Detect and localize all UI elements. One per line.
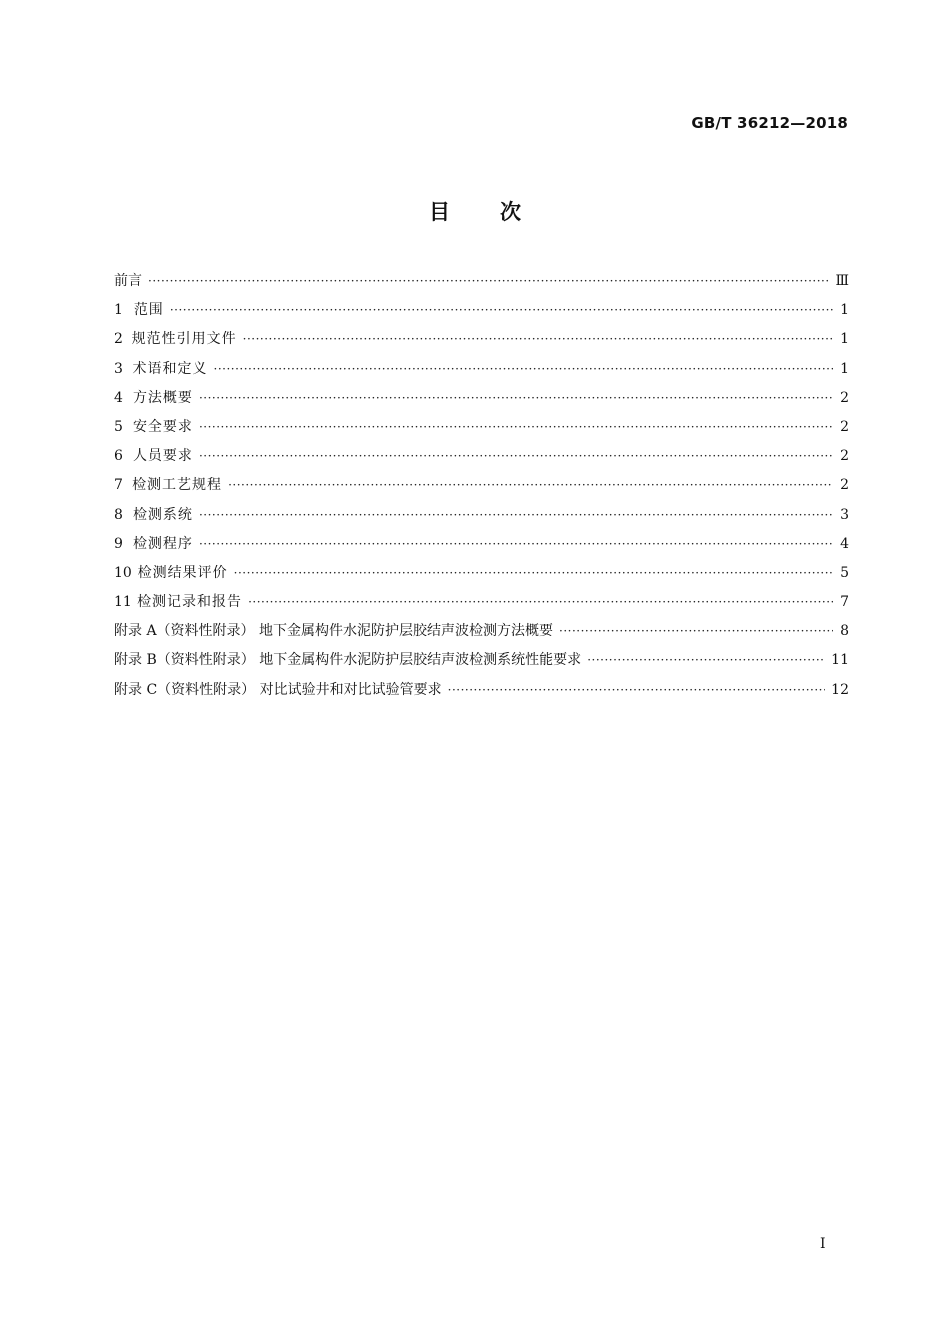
toc-entry-page: 3 <box>840 506 849 523</box>
toc-entry-10[interactable] <box>114 562 849 591</box>
toc-entry-appendix-c[interactable] <box>114 679 849 708</box>
standard-number: GB/T 36212—2018 <box>691 114 848 132</box>
toc-entry-number: 11 <box>114 594 132 611</box>
toc-entry-page: 2 <box>840 418 849 435</box>
toc-leader <box>448 683 826 697</box>
toc-entry-label: 附录 B（资料性附录） 地下金属构件水泥防护层胶结声波检测系统性能要求 <box>114 652 582 669</box>
toc-entry-label: 规范性引用文件 <box>131 331 237 348</box>
toc-entry-label: 方法概要 <box>132 389 193 406</box>
toc-entry-11[interactable] <box>114 591 849 620</box>
toc-entry-number: 8 <box>114 506 123 523</box>
page-number: I <box>820 1236 826 1252</box>
toc-entry-label: 附录 A（资料性附录） 地下金属构件水泥防护层胶结声波检测方法概要 <box>114 623 554 640</box>
toc-leader <box>559 624 833 638</box>
toc-leader <box>199 449 833 463</box>
toc-entry-6[interactable] <box>114 445 849 474</box>
toc-entry-7[interactable] <box>114 474 849 503</box>
toc-entry-8[interactable] <box>114 504 849 533</box>
toc-leader <box>199 420 833 434</box>
toc-entry-label: 检测结果评价 <box>137 564 228 581</box>
toc-entry-label: 安全要求 <box>132 418 193 435</box>
toc-entry-number: 5 <box>114 418 123 435</box>
toc-entry-label: 检测系统 <box>132 506 193 523</box>
toc-entry-4[interactable] <box>114 387 849 416</box>
toc-leader <box>214 362 834 376</box>
toc-entry-appendix-a[interactable] <box>114 620 849 649</box>
toc-leader <box>248 595 833 609</box>
toc-entry-label: 术语和定义 <box>132 360 208 377</box>
toc-entry-appendix-b[interactable] <box>114 649 849 678</box>
toc-entry-page: 4 <box>840 535 849 552</box>
toc-entry-label: 人员要求 <box>132 448 193 465</box>
toc-leader <box>587 653 825 667</box>
toc-entry-page: 2 <box>840 389 849 406</box>
toc-entry-5[interactable] <box>114 416 849 445</box>
toc-entry-number: 1 <box>114 302 123 319</box>
toc-entry-page: 12 <box>831 681 849 698</box>
toc-leader <box>243 332 833 346</box>
toc-entry-number: 3 <box>114 360 123 377</box>
toc-entry-number: 6 <box>114 448 123 465</box>
toc-entry-page: 7 <box>840 594 849 611</box>
toc-entry-number: 4 <box>114 389 123 406</box>
toc-entry-label: 检测工艺规程 <box>132 477 223 494</box>
toc-entry-foreword[interactable] <box>114 270 849 299</box>
toc-entry-number: 7 <box>114 477 123 494</box>
toc-entry-page: 1 <box>840 360 849 377</box>
table-of-contents <box>114 270 849 708</box>
toc-entry-label: 检测记录和报告 <box>137 594 243 611</box>
toc-entry-9[interactable] <box>114 533 849 562</box>
toc-leader <box>170 303 833 317</box>
page-title: 目次 <box>429 200 571 224</box>
toc-leader <box>228 478 833 492</box>
toc-leader <box>234 566 833 580</box>
toc-entry-2[interactable] <box>114 328 849 357</box>
toc-entry-label: 前言 <box>114 273 142 289</box>
toc-entry-3[interactable] <box>114 358 849 387</box>
toc-entry-page: 1 <box>840 302 849 319</box>
toc-entry-page: Ⅲ <box>835 273 849 289</box>
toc-entry-number: 10 <box>114 564 132 581</box>
toc-entry-page: 2 <box>840 448 849 465</box>
toc-entry-1[interactable] <box>114 299 849 328</box>
toc-entry-page: 11 <box>831 652 849 669</box>
toc-entry-number: 2 <box>114 331 123 348</box>
toc-entry-page: 2 <box>840 477 849 494</box>
toc-entry-number: 9 <box>114 535 123 552</box>
toc-entry-page: 1 <box>840 331 849 348</box>
toc-entry-page: 8 <box>840 623 849 640</box>
toc-entry-label: 检测程序 <box>132 535 193 552</box>
toc-leader <box>199 537 833 551</box>
toc-leader <box>199 391 833 405</box>
toc-entry-label: 范围 <box>133 302 164 319</box>
toc-entry-label: 附录 C（资料性附录） 对比试验井和对比试验管要求 <box>114 681 442 698</box>
toc-entry-page: 5 <box>840 564 849 581</box>
toc-leader <box>199 508 833 522</box>
toc-leader <box>148 274 829 288</box>
